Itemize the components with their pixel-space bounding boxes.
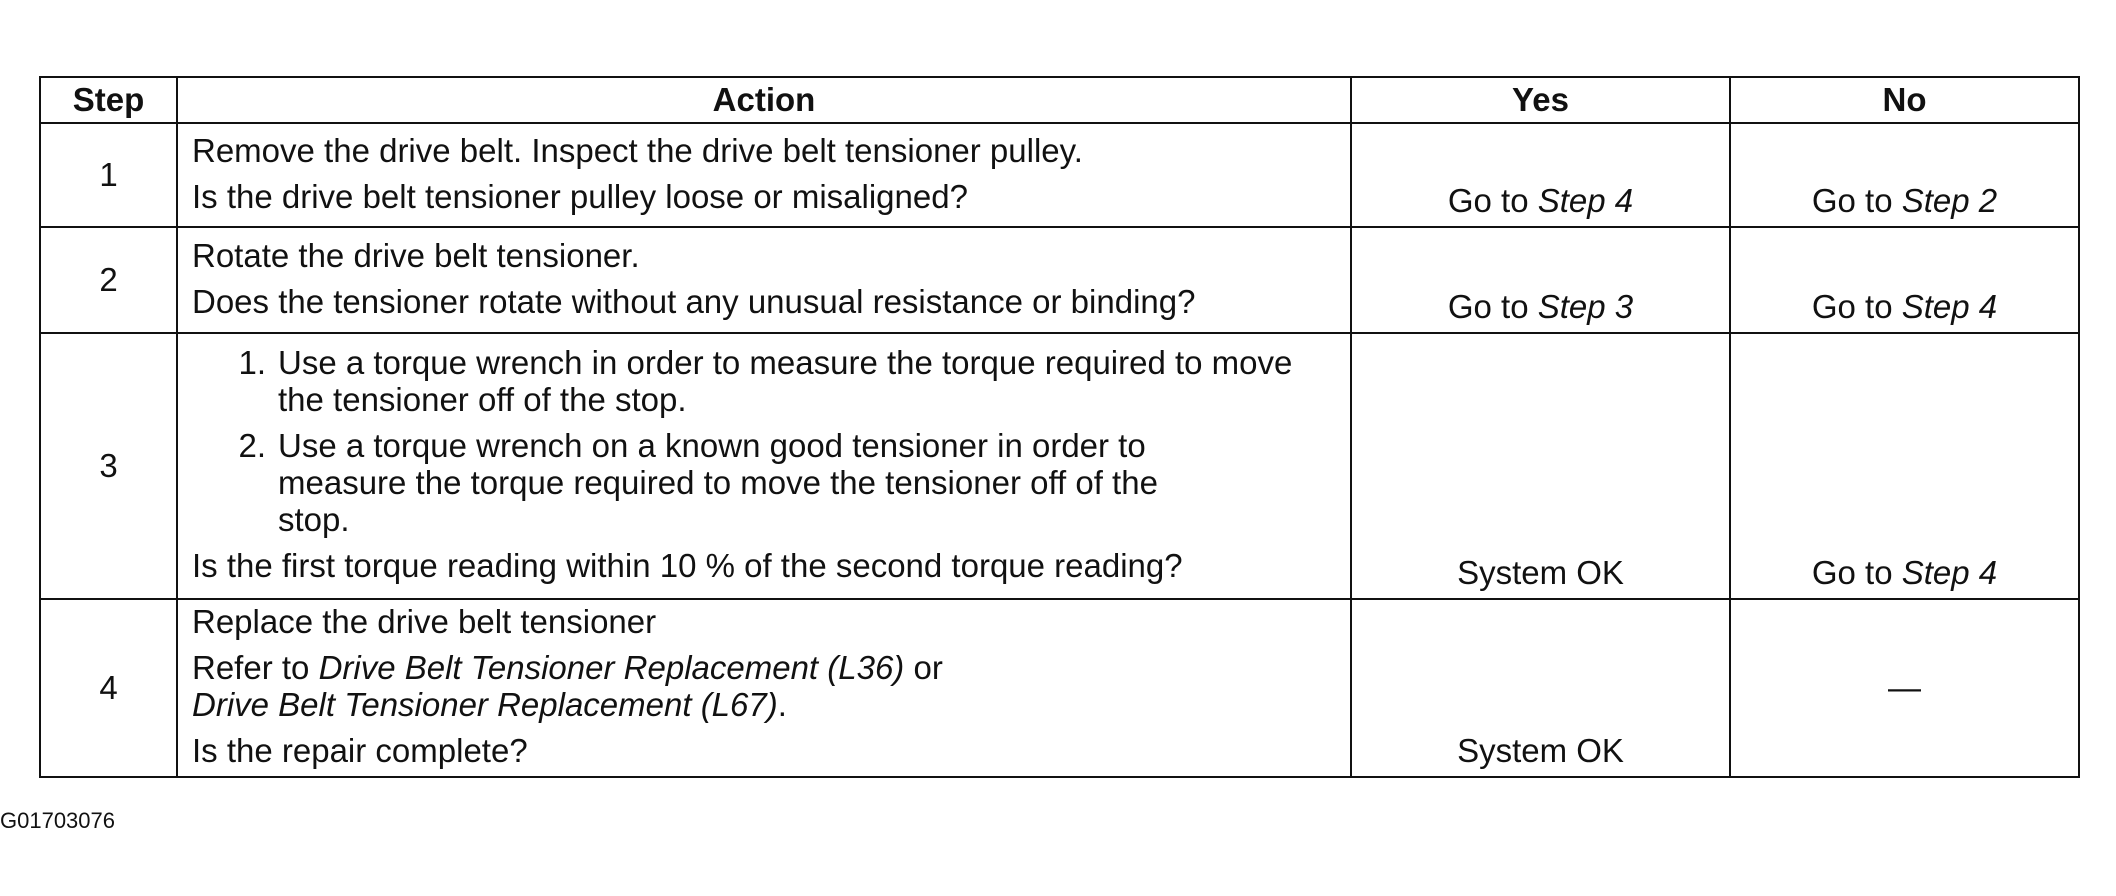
action-question: Is the first torque reading within 10 % of the second torque reading? [192, 546, 1183, 584]
list-item [192, 345, 1336, 419]
no-result[interactable] [1730, 333, 2079, 599]
action-instruction: Rotate the drive belt tensioner. [192, 236, 640, 274]
result-text: System OK [1457, 554, 1624, 592]
action-reference [192, 650, 1336, 724]
step-link[interactable]: Step 2 [1901, 182, 1998, 220]
result-prefix: Go to [1811, 182, 1902, 220]
refer-end: . [777, 686, 787, 723]
list-text: Use a torque wrench on a known good tensioner in order to measure the torque required to move the tensioner off of the stop. [278, 427, 1158, 538]
no-result[interactable] [1730, 227, 2079, 333]
table-row [40, 599, 2079, 777]
step-number: 3 [40, 333, 177, 599]
list-number: 1. [238, 344, 266, 382]
result-prefix: Go to [1811, 554, 1902, 592]
action-cell [177, 227, 1351, 333]
action-cell [177, 123, 1351, 227]
yes-result [1351, 333, 1730, 599]
action-list [192, 345, 1336, 539]
no-result [1730, 599, 2079, 777]
step-link[interactable]: Step 3 [1537, 288, 1634, 326]
step-link[interactable]: Step 4 [1537, 182, 1634, 220]
header-yes: Yes [1351, 77, 1730, 123]
action-instruction: Remove the drive belt. Inspect the drive belt tensioner pulley. [192, 131, 1083, 169]
no-result[interactable] [1730, 123, 2079, 227]
list-text: Use a torque wrench in order to measure the torque required to move the tensioner off of the stop. [278, 344, 1293, 419]
step-link[interactable]: Step 4 [1901, 288, 1998, 326]
reference-link-l36[interactable]: Drive Belt Tensioner Replacement (L36) [318, 649, 905, 687]
result-dash: — [1888, 668, 1921, 706]
list-item [192, 428, 1336, 539]
action-instruction: Replace the drive belt tensioner [192, 603, 657, 641]
table-row [40, 333, 2079, 599]
header-step: Step [40, 77, 177, 123]
action-cell [177, 333, 1351, 599]
result-prefix: Go to [1811, 288, 1902, 326]
table-row [40, 227, 2079, 333]
yes-result[interactable] [1351, 227, 1730, 333]
refer-prefix: Refer to [192, 649, 319, 687]
header-no: No [1730, 77, 2079, 123]
action-cell [177, 599, 1351, 777]
action-question: Is the drive belt tensioner pulley loose or misaligned? [192, 177, 968, 215]
step-number: 2 [40, 227, 177, 333]
step-number: 4 [40, 599, 177, 777]
figure-id: G01703076 [0, 808, 115, 833]
yes-result [1351, 599, 1730, 777]
header-action: Action [177, 77, 1351, 123]
result-text: System OK [1457, 732, 1624, 770]
table-row [40, 123, 2079, 227]
reference-link-l67[interactable]: Drive Belt Tensioner Replacement (L67) [192, 686, 778, 723]
yes-result[interactable] [1351, 123, 1730, 227]
step-link[interactable]: Step 4 [1901, 554, 1998, 592]
action-question: Does the tensioner rotate without any unusual resistance or binding? [192, 282, 1196, 320]
refer-or: or [904, 649, 943, 687]
header-row [40, 77, 2079, 123]
result-prefix: Go to [1447, 182, 1538, 220]
list-number: 2. [238, 427, 266, 465]
action-question: Is the repair complete? [192, 731, 528, 769]
result-prefix: Go to [1447, 288, 1538, 326]
diagnostic-table [39, 76, 2080, 778]
step-number: 1 [40, 123, 177, 227]
